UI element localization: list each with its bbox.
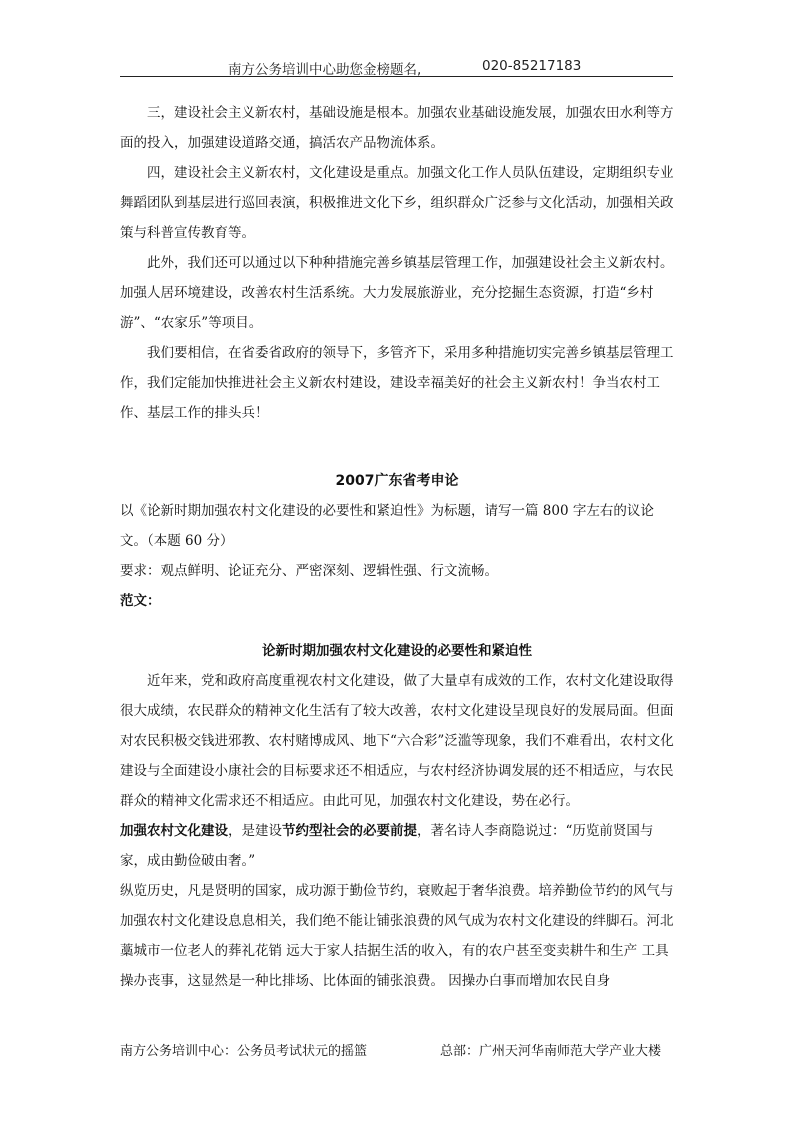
footer-left: 南方公务培训中心：公务员考试状元的摇篮	[120, 1044, 368, 1059]
paragraph: 三，建设社会主义新农村，基础设施是根本。加强农业基础设施发展，加强农田水利等方面的投入，加强建设道路交通，搞活农产品物流体系。	[120, 105, 674, 151]
paragraph: 四，建设社会主义新农村，文化建设是重点。加强文化工作人员队伍建设，定期组织专业舞蹈团队到基层进行巡回表演，积极推进文化下乡，组织群众广泛参与文化活动，加强相关政策与科普宣传教育等。	[120, 165, 674, 241]
essay-emphasis: 加强农村文化建设	[120, 823, 228, 839]
essay-text: ，著名诗人李商隐说过：“历览前贤国与家，成由勤俭破由奢。”	[120, 823, 654, 869]
essay-emphasis: 节约型社会的必要前提	[282, 823, 417, 839]
essay-paragraph: 纵览历史，凡是贤明的国家，成功源于勤俭节约，衰败起于奢华浪费。培养勤俭节约的风气与加强农村文化建设息息相关，我们绝不能让铺张浪费的风气成为农村文化建设的绊脚石。河北藁城市一位老人的葬礼花销 远大于家人拮据生活的收入，有的农户甚至变卖耕牛和生产 工具操办丧事，这显然是一种比排场、比体面的铺张浪费。 因操办白事而增加农民自身	[120, 883, 674, 989]
essay-text: ，是建设	[228, 823, 282, 839]
essay-paragraph: 近年来，党和政府高度重视农村文化建设，做了大量卓有成效的工作，农村文化建设取得很大成绩，农民群众的精神文化生活有了较大改善，农村文化建设呈现良好的发展局面。但面对农民积极交钱进邪教、农村赌博成风、地下“六合彩”泛滥等现象，我们不难看出，农村文化建设与全面建设小康社会的目标要求还不相适应，与农村经济协调发展的还不相适应，与农民群众的精神文化需求还不相适应。由此可见，加强农村文化建设，势在必行。	[120, 673, 674, 809]
footer-right: 总部：广州天河华南师范大学产业大楼	[440, 1044, 662, 1059]
essay-title: 论新时期加强农村文化建设的必要性和紧迫性	[262, 643, 532, 659]
paragraph: 我们要相信，在省委省政府的领导下，多管齐下，采用多种措施切实完善乡镇基层管理工作，我们定能加快推进社会主义新农村建设，建设幸福美好的社会主义新农村！争当农村工作、基层工作的排头兵！	[120, 345, 674, 421]
paragraph: 此外，我们还可以通过以下种种措施完善乡镇基层管理工作，加强建设社会主义新农村。加强人居环境建设，改善农村生活系统。大力发展旅游业，充分挖掘生态资源，打造“乡村游”、“农家乐”等项目。	[120, 255, 674, 331]
exam-requirements: 要求：观点鲜明、论证充分、严密深刻、逻辑性强、行文流畅。	[120, 563, 498, 579]
page-header	[120, 56, 673, 77]
header-org: 南方公务培训中心助您金榜题名,	[228, 62, 422, 78]
exam-title: 2007广东省考申论	[335, 473, 459, 489]
exam-question: 以《论新时期加强农村文化建设的必要性和紧迫性》为标题，请写一篇 800 字左右的议论文。（本题 60 分）	[120, 503, 654, 549]
sample-label: 范文：	[120, 593, 161, 609]
header-phone: 020-85217183	[482, 58, 582, 74]
spacer	[120, 616, 674, 636]
document-body	[120, 98, 674, 996]
spacer	[120, 428, 674, 466]
essay-paragraph	[120, 816, 674, 876]
